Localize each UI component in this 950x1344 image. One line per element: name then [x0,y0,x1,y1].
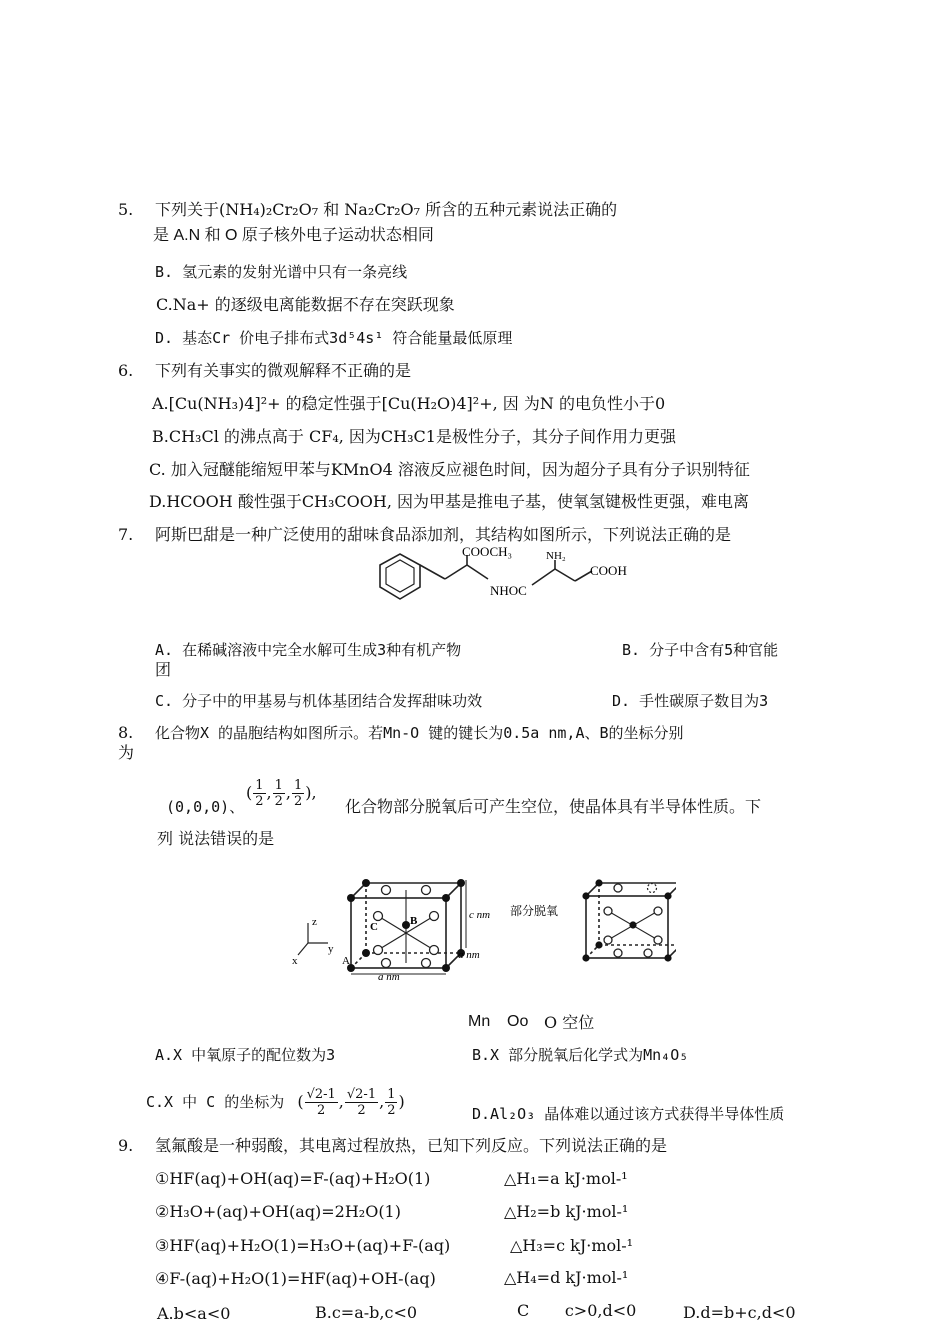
q6-option-a: A.[Cu(NH₃)4]²+ 的稳定性强于[Cu(H₂O)4]²+, 因 为N 的电负性小于0 [152,394,666,413]
q8-option-d: D.Al₂O₃ 晶体难以通过该方式获得半导体性质 [472,1105,785,1123]
dim-c: c nm [469,909,491,921]
q8-coord-b: ( $\frac{1}{2}$ , $\frac{1}{2}$ , $\frac{1}{2}$ ), [246,778,317,809]
q9-enthalpy-2: △H₂=b kJ·mol-¹ [504,1202,629,1221]
q7-option-b: B. 分子中含有5种官能 [622,641,779,659]
dim-a-bottom: a nm [378,971,400,983]
q7-option-a: A. 在稀碱溶液中完全水解可生成3种有机产物 [155,641,462,659]
q7-option-d: D. 手性碳原子数目为3 [612,692,769,710]
q8-coord-a: (0,0,0)、 [166,798,245,816]
label-a: A [342,955,350,967]
q9-enthalpy-3: △H₃=c kJ·mol-¹ [510,1236,634,1255]
q6-stem: 下列有关事实的微观解释不正确的是 [155,361,412,380]
q6-option-c: C. 加入冠醚能缩短甲苯与KMnO4 溶液反应褪色时间，因为超分子具有分子识别特征 [149,460,750,479]
q9-option-b: B.c=a-b,c<0 [315,1303,418,1322]
struct-nhoc: NHOC [490,583,527,598]
legend-o: Oo [507,1013,529,1030]
q7-option-b-wrap: 团 [155,660,172,679]
q8-stem-cont2: 列 说法错误的是 [157,829,275,848]
q7-stem: 阿斯巴甜是一种广泛使用的甜味食品添加剂，其结构如图所示，下列说法正确的是 [155,525,732,544]
q5-option-c: C.Na+ 的逐级电离能数据不存在突跃现象 [156,295,455,314]
q9-reaction-1: ①HF(aq)+OH(aq)=F-(aq)+H₂O(1) [155,1169,431,1188]
struct-cooch3: COOCH₃ [462,545,513,559]
struct-cooh: COOH [590,563,627,578]
q9-number: 9. [118,1136,134,1155]
legend-vacancy: O 空位 [544,1013,595,1032]
label-b: B [410,915,418,927]
axis-z: z [312,916,317,928]
q9-option-c: C c>0,d<0 [517,1301,637,1320]
q9-enthalpy-1: △H₁=a kJ·mol-¹ [504,1169,628,1188]
q8-stem-wrap: 为 [118,743,135,762]
struct-nh2: NH₂ [546,550,566,562]
q5-option-d: D. 基态Cr 价电子排布式3d⁵4s¹ 符合能量最低原理 [155,329,513,347]
aspartame-structure [350,545,640,615]
legend-mn: Mn [468,1013,491,1030]
q7-option-c: C. 分子中的甲基易与机体基团结合发挥甜味功效 [155,692,483,710]
q9-reaction-4: ④F-(aq)+H₂O(1)=HF(aq)+OH-(aq) [155,1269,436,1288]
q8-option-c: C.X 中 C 的坐标为 ( $\frac{√2-1}{2}$ , $\frac{√2-1}{2}$ , $\frac{1}{2}$ ) [146,1087,405,1118]
q8-option-a: A.X 中氧原子的配位数为3 [155,1046,336,1064]
q9-stem: 氢氟酸是一种弱酸，其电离过程放热，已知下列反应。下列说法正确的是 [155,1136,668,1155]
q5-option-b: B. 氢元素的发射光谱中只有一条亮线 [155,263,408,281]
q5-number: 5. [118,200,134,219]
label-c: C [370,921,378,933]
q5-option-a: 是 A.N 和 O 原子核外电子运动状态相同 [153,227,434,244]
q6-option-d: D.HCOOH 酸性强于CH₃COOH, 因为甲基是推电子基，使氧氢键极性更强，难电离 [149,492,750,511]
q8-stem-cont: 化合物部分脱氧后可产生空位，使晶体具有半导体性质。下 [345,797,762,816]
q6-option-b: B.CH₃Cl 的沸点高于 CF₄, 因为CH₃C1是极性分子，其分子间作用力更强 [152,427,676,446]
q8-stem: 化合物X 的晶胞结构如图所示。若Mn-O 键的键长为0.5a nm,A、B的坐标分别 [155,724,684,742]
q9-enthalpy-4: △H₄=d kJ·mol-¹ [504,1268,629,1287]
q8-number: 8. [118,723,134,742]
q6-number: 6. [118,361,134,380]
crystal-cell-figure [286,868,676,983]
q9-reaction-3: ③HF(aq)+H₂O(1)=H₃O+(aq)+F-(aq) [155,1236,451,1255]
q7-number: 7. [118,525,134,544]
q8-option-b: B.X 部分脱氧后化学式为Mn₄O₅ [472,1046,689,1064]
q9-option-a: A.b<a<0 [157,1304,231,1323]
axis-x: x [292,955,298,967]
dim-a-right: a nm [458,949,480,961]
q5-stem: 下列关于(NH₄)₂Cr₂O₇ 和 Na₂Cr₂O₇ 所含的五种元素说法正确的 [155,200,618,219]
q9-reaction-2: ②H₃O+(aq)+OH(aq)=2H₂O(1) [155,1202,401,1221]
axis-y: y [328,943,334,955]
deoxygenation-label: 部分脱氧 [510,904,559,918]
q9-option-d: D.d=b+c,d<0 [683,1303,796,1322]
